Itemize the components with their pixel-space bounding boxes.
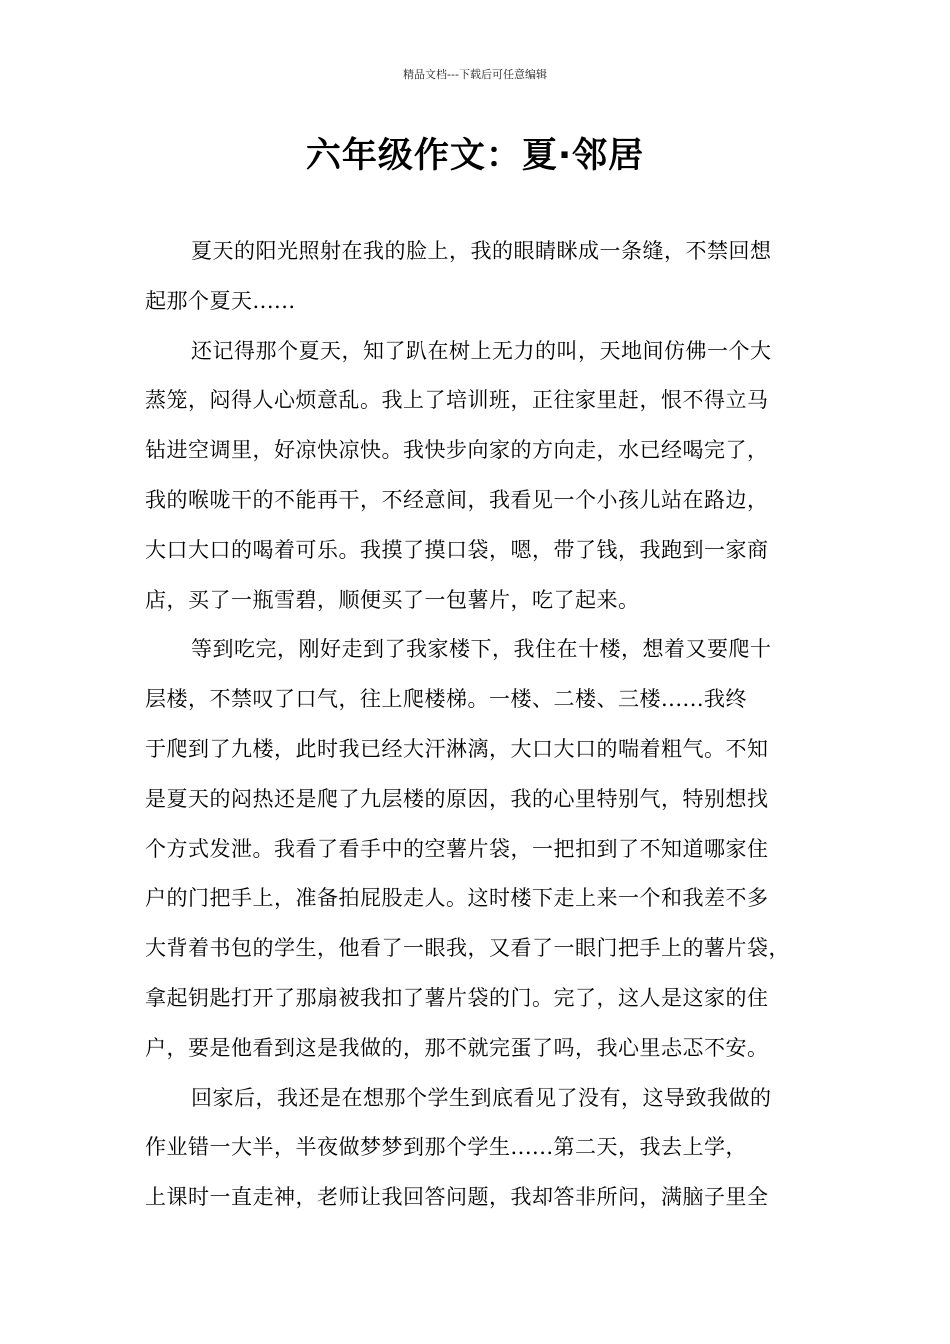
text-line: 大背着书包的学生，他看了一眼我，又看了一眼门把手上的薯片袋， bbox=[145, 936, 790, 961]
text-line: 户，要是他看到这是我做的，那不就完蛋了吗，我心里忐忑不安。 bbox=[145, 1035, 769, 1060]
text-line: 夏天的阳光照射在我的脸上，我的眼睛眯成一条缝，不禁回想 bbox=[191, 239, 772, 263]
text-line: 户的门把手上，准备拍屁股走人。这时楼下走上来一个和我差不多 bbox=[145, 886, 769, 911]
text-line: 店，买了一瓶雪碧，顺便买了一包薯片，吃了起来。 bbox=[145, 587, 640, 612]
essay-body bbox=[145, 232, 835, 1228]
text-line: 蒸笼，闷得人心烦意乱。我上了培训班，正往家里赶，恨不得立马 bbox=[145, 388, 769, 413]
text-line: 回家后，我还是在想那个学生到底看见了没有，这导致我做的 bbox=[191, 1085, 772, 1110]
text-line: 是夏天的闷热还是爬了九层楼的原因，我的心里特别气，特别想找 bbox=[145, 786, 769, 811]
header-note: 精品文档---下载后可任意编辑 bbox=[403, 68, 547, 81]
text-line: 个方式发泄。我看了看手中的空薯片袋，一把扣到了不知道哪家住 bbox=[145, 836, 769, 861]
text-line: 拿起钥匙打开了那扇被我扣了薯片袋的门。完了，这人是这家的住 bbox=[145, 985, 769, 1010]
text-line: 起那个夏天...... bbox=[145, 288, 296, 313]
text-line: 层楼，不禁叹了口气，往上爬楼梯。一楼、二楼、三楼......我终 bbox=[145, 687, 748, 712]
text-line: 我的喉咙干的不能再干，不经意间，我看见一个小孩儿站在路边， bbox=[145, 487, 769, 512]
text-line: 上课时一直走神，老师让我回答问题，我却答非所问，满脑子里全 bbox=[145, 1185, 769, 1210]
text-line: 作业错一大半，半夜做梦梦到那个学生......第二天，我去上学， bbox=[145, 1135, 748, 1160]
text-line: 大口大口的喝着可乐。我摸了摸口袋，嗯，带了钱，我跑到一家商 bbox=[145, 537, 769, 562]
text-line: 钻进空调里，好凉快凉快。我快步向家的方向走，水已经喝完了， bbox=[145, 438, 769, 463]
document-title: 六年级作文：夏·邻居 bbox=[305, 136, 645, 176]
text-line: 于爬到了九楼，此时我已经大汗淋漓，大口大口的喘着粗气。不知 bbox=[145, 736, 769, 761]
text-line: 等到吃完，刚好走到了我家楼下，我住在十楼，想着又要爬十 bbox=[191, 637, 772, 662]
text-line: 还记得那个夏天，知了趴在树上无力的叫，天地间仿佛一个大 bbox=[191, 338, 772, 363]
